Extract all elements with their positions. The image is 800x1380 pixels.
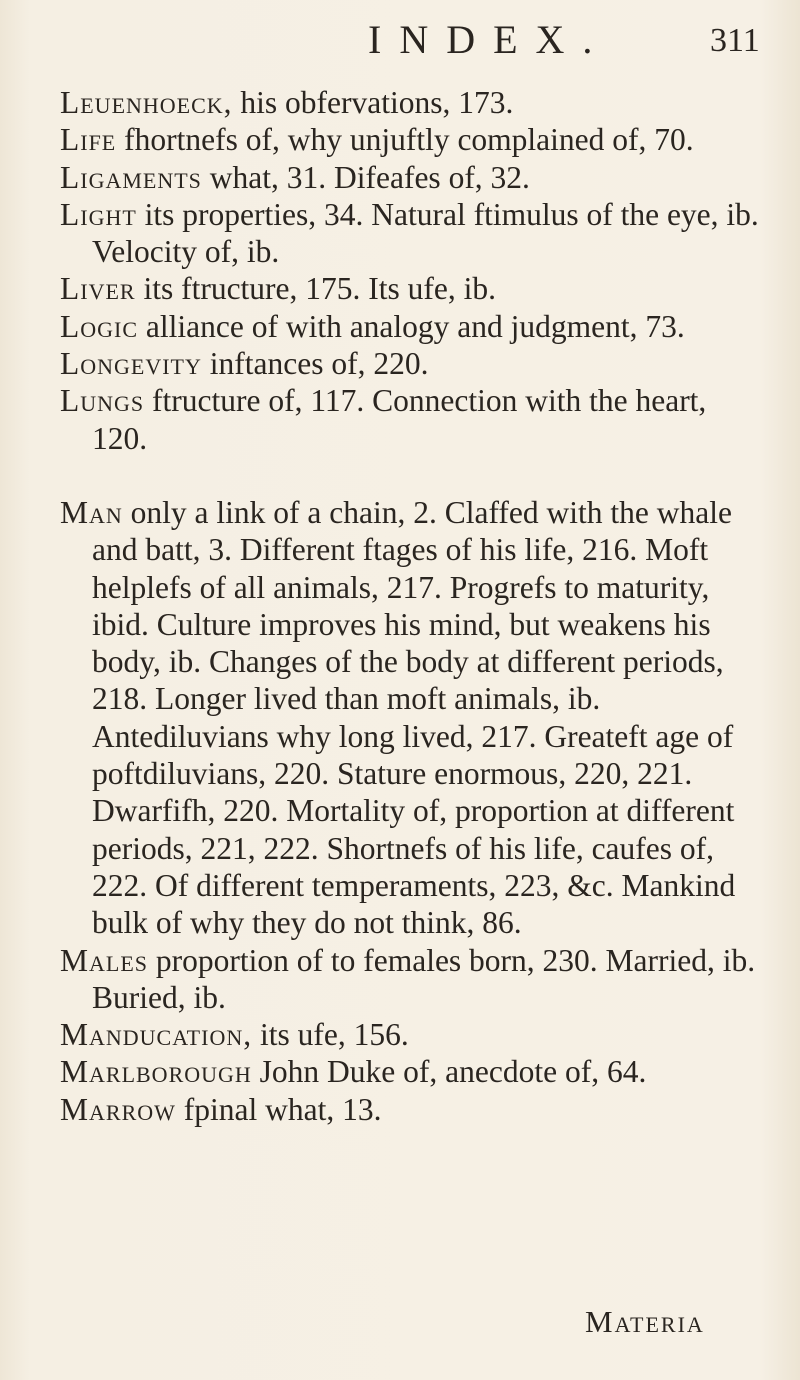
entry-headword: Manducation, bbox=[60, 1017, 253, 1053]
page-title: INDEX. bbox=[368, 17, 611, 62]
index-entries bbox=[60, 84, 760, 1128]
index-entry bbox=[60, 1053, 760, 1090]
index-entry bbox=[60, 345, 760, 382]
index-entry bbox=[60, 121, 760, 158]
entry-headword: Lungs bbox=[60, 383, 145, 419]
entry-headword: Leuenhoeck, bbox=[60, 85, 233, 120]
entry-headword: Logic bbox=[60, 308, 139, 344]
entry-text: his obfervations, 173. bbox=[232, 85, 514, 120]
index-entry bbox=[60, 84, 760, 121]
index-entry bbox=[60, 308, 760, 345]
entry-text: alliance of with analogy and judgment, 73. bbox=[138, 308, 685, 344]
entry-text: what, 31. Difeafes of, 32. bbox=[201, 159, 530, 195]
entry-text: its ufe, 156. bbox=[252, 1017, 409, 1053]
entry-headword: Ligaments bbox=[60, 159, 202, 195]
entry-headword: Marrow bbox=[60, 1091, 176, 1127]
entry-headword: Life bbox=[60, 122, 117, 158]
entry-text: inftances of, 220. bbox=[201, 346, 429, 382]
index-entry bbox=[60, 494, 760, 942]
index-entry bbox=[60, 1091, 760, 1128]
page-header bbox=[0, 16, 800, 76]
entry-headword: Light bbox=[60, 196, 137, 232]
entry-text: John Duke of, anecdote of, 64. bbox=[251, 1054, 647, 1090]
index-entry bbox=[60, 382, 760, 457]
index-entry bbox=[60, 196, 760, 271]
entry-text: its properties, 34. Natural ftimulus of the eye, ib. Velocity of, ib. bbox=[92, 196, 759, 270]
entry-headword: Marlborough bbox=[60, 1054, 252, 1090]
entry-text: only a link of a chain, 2. Claffed with the whale and batt, 3. Different ftages of his life, 216. Moft helplefs of all animals, 217. Progrefs to maturity, ibid. Culture improves his mind, but weakens his body, ib. Changes of the body at different periods, 218. Longer lived than moft animals, ib. Antediluvians why long lived, 217. Greateft age of poftdiluvians, 220. Stature enormous, 220, 221. Dwarfifh, 220. Mortality of, proportion at different periods, 221, 222. Shortnefs of his life, caufes of, 222. Of different temperaments, 223, &c. Mankind bulk of why they do not think, 86. bbox=[92, 494, 736, 941]
entry-text: its ftructure, 175. Its ufe, ib. bbox=[135, 271, 496, 307]
entry-text: fhortnefs of, why unjuftly complained of, 70. bbox=[116, 122, 694, 158]
page-number: 311 bbox=[710, 22, 760, 59]
entry-headword: Males bbox=[60, 942, 149, 978]
index-entry bbox=[60, 942, 760, 1017]
entry-text: proportion of to females born, 230. Married, ib. Buried, ib. bbox=[92, 942, 756, 1015]
entry-headword: Man bbox=[60, 494, 123, 530]
entry-text: ftructure of, 117. Connection with the heart, 120. bbox=[92, 383, 707, 456]
entry-headword: Longevity bbox=[60, 346, 202, 382]
index-entry bbox=[60, 270, 760, 307]
entry-headword: Liver bbox=[60, 271, 136, 307]
entry-text: fpinal what, 13. bbox=[175, 1091, 382, 1127]
index-entry bbox=[60, 159, 760, 196]
catchword: Materia bbox=[585, 1304, 705, 1339]
index-entry bbox=[60, 1016, 760, 1053]
